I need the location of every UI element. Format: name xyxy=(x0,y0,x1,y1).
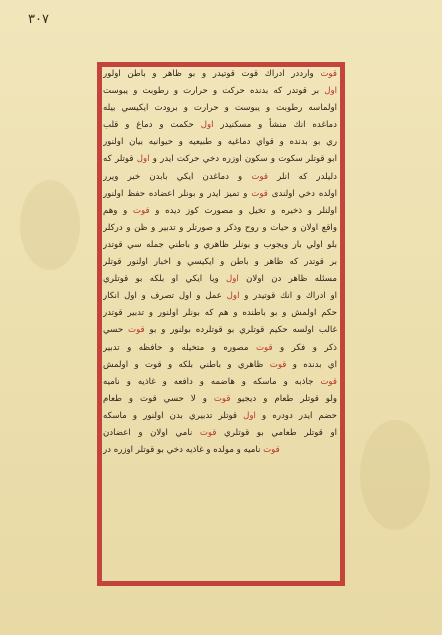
text-line: اولده دخي اولندى قوت و تميز ايدر و بونلر اعضاده حفظ اولنور xyxy=(103,188,337,199)
text-line: اولنلر و ذخيره و تخيل و مصورت كوز ديده و قوت و وهم xyxy=(103,205,337,216)
text-line: ابو قوتلر سكوت و سكون اوزره دخي حركت ايدر و اول قوتلر كه xyxy=(103,154,337,165)
text-line: واقع اولان و حيات و روح وذكر و صورتلر و تدبير و ظن و دركلر xyxy=(103,222,337,233)
text-line: ري بو بدنده و قواي دماغيه و طبيعيه و حيوانيه بيان اولنور xyxy=(103,137,337,148)
text-line: اي بدنده و قوت ظاهري و باطني بلكه و قوت و اولمش xyxy=(103,359,337,370)
paper-stain xyxy=(20,180,80,270)
text-line: اول بر قوتدر كه بدنده حركت و حرارت و رطوبت و يبوست xyxy=(103,86,337,97)
text-line: دماغده انك منشأ و مسكنيدر اول حكمت و دماغ و قلب xyxy=(103,120,337,131)
text-line: قوت جاذبه و ماسكه و هاضمه و دافعه و غاذيه و ناميه xyxy=(103,376,337,387)
text-line: او قوتلر طعامي بو قوتلري قوت نامي اولان و اعضادن xyxy=(103,427,337,438)
text-line: بلو اولي بار ويجوب و بونلر ظاهري و باطني جمله سي قوتدر xyxy=(103,239,337,250)
text-line: قوت وارددر ادراك قوت قوتيدر و بو ظاهر و باطن اولور xyxy=(103,69,337,79)
text-block xyxy=(103,66,337,582)
text-line: غالب اولسه حكيم قوتلري بو قوتلرده بولنور و بو قوت حسي xyxy=(103,325,337,336)
text-line: او ادراك و انك قوتيدر و اول عمل و اول تصرف و اول انكار xyxy=(103,291,337,302)
text-line: ذكر و فكر و قوت مصوره و متخيله و حافظه و تدبير xyxy=(103,342,337,353)
text-line: بر قوتدر كه ظاهر و باطن و ايكيسي و اخبار اولنور قوتلر xyxy=(103,257,337,268)
folio-number: ٣٠٧ xyxy=(28,12,49,27)
paper-stain xyxy=(360,420,430,530)
text-line: قوت ناميه و مولده و غاذيه دخي بو قوتلر اوزره در xyxy=(103,445,280,456)
text-line: مسئله ظاهر دن اولان اول ويا ايكي او بلكه بو قوتلري xyxy=(103,274,337,285)
text-line: دليلدر كه انلر قوت و دماغدن ايكي بابدن خبر ويرر xyxy=(103,171,337,182)
text-line: حكم اولمش و بو باطنده و هم كه بونلر اولنور و تدبير قوتدر xyxy=(103,308,337,319)
text-line: اولماسه رطوبت و يبوست و حرارت و برودت ايكيسي بيله xyxy=(103,103,337,114)
text-line: ولو قوتلر طعام و ديجيو قوت و لا حسي قوت و طعام xyxy=(103,393,337,404)
text-line: حضم ايدر دودره و اول قوتلر تدبيري بدن اولنور و ماسكه xyxy=(103,410,337,421)
